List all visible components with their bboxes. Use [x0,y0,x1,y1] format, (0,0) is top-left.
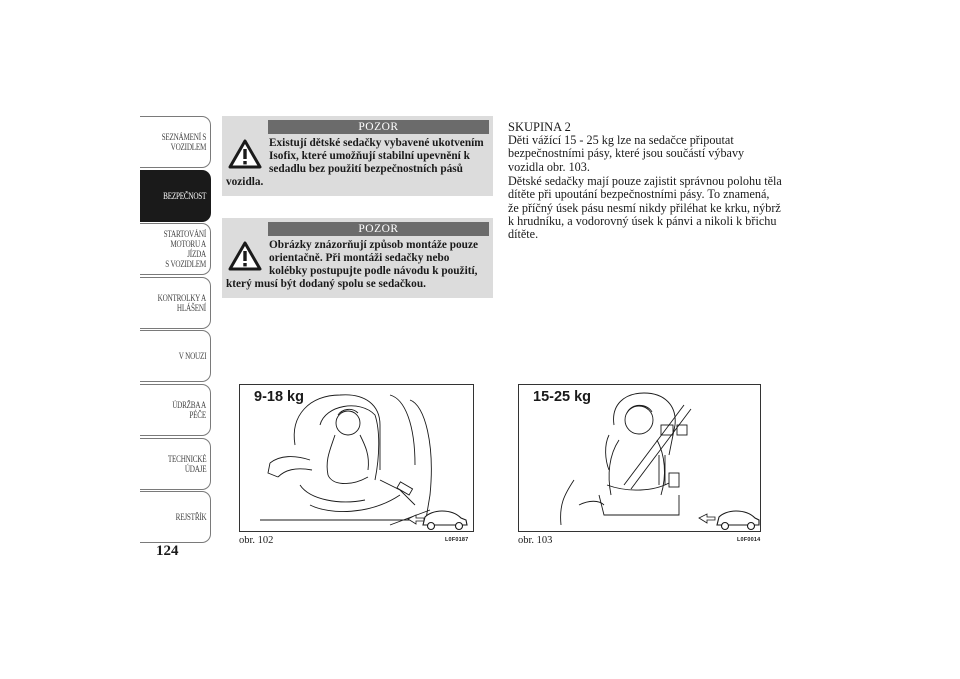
warning-text: Existují dětské sedačky vybavené ukotvením Isofix, které umožňují stabilní upevnění k sedadlu bez použití bezpečnostních pásů vozidla. [226,137,484,188]
warning-body [226,239,489,291]
warning-box-installation [222,218,493,298]
figure-weight-label: 9-18 kg [254,389,304,405]
warning-body [226,137,489,189]
section-title: SKUPINA 2 [508,120,571,134]
figure-103 [518,384,761,532]
tab-technicke-udaje[interactable] [140,438,211,490]
warning-heading: POZOR [268,222,489,236]
chapter-tabs [140,116,211,545]
figure-weight-label: 15-25 kg [533,389,592,405]
booster-seat-illustration [519,385,761,532]
tab-label: ÚDRŽBA A PÉČE [172,399,206,420]
tab-label: REJSTŘÍK [175,512,206,523]
tab-label: BEZPEČNOST [162,190,206,201]
tab-bezpecnost[interactable] [140,170,211,222]
warning-heading: POZOR [268,120,489,134]
tab-rejstrik[interactable] [140,491,211,543]
tab-label: V NOUZI [178,351,206,362]
tab-udrzba[interactable] [140,384,211,436]
figure-code: L0F0014 [737,537,761,543]
tab-label: STARTOVÁNÍ MOTORU A JÍZDA S VOZIDLEM [163,229,206,270]
warning-triangle-icon [226,239,264,273]
tab-startovani[interactable] [140,223,211,275]
figure-caption: obr. 102 [239,535,274,546]
warning-box-isofix [222,116,493,196]
figure-102 [239,384,474,532]
paragraph-belt-position: Dětské sedačky mají pouze zajistit správnou polohu těla dítěte při upoutání bezpečnostními pásy. To znamená, že příčný úsek pásu nesmí nikdy přiléhat ke krku, nýbrž k hrudníku, a vodorovný úsek k pánvi a nikoli k břichu dítěte. [508,174,782,242]
warning-text: Obrázky znázorňují způsob montáže pouze orientačně. Při montáži sedačky nebo kolébky postupujte podle návodu k použití, který musí být dodaný spolu se sedačkou. [226,239,478,290]
tab-label: KONTROLKY A HLÁŠENÍ [157,292,206,313]
tab-kontrolky[interactable] [140,277,211,329]
paragraph-group2-intro: Děti vážící 15 - 25 kg lze na sedačce připoutat bezpečnostními pásy, které jsou součástí výbavy vozidla obr. 103. [508,133,745,174]
tab-v-nouzi[interactable] [140,330,211,382]
child-seat-illustration [240,385,474,532]
figure-code: L0F0187 [445,537,469,543]
tab-label: TECHNICKÉ ÚDAJE [167,453,206,474]
warning-triangle-icon [226,137,264,171]
figure-caption: obr. 103 [518,535,553,546]
tab-label: SEZNÁMENÍ S VOZIDLEM [161,132,206,152]
tab-seznameni[interactable] [140,116,211,168]
page-number: 124 [156,543,179,559]
